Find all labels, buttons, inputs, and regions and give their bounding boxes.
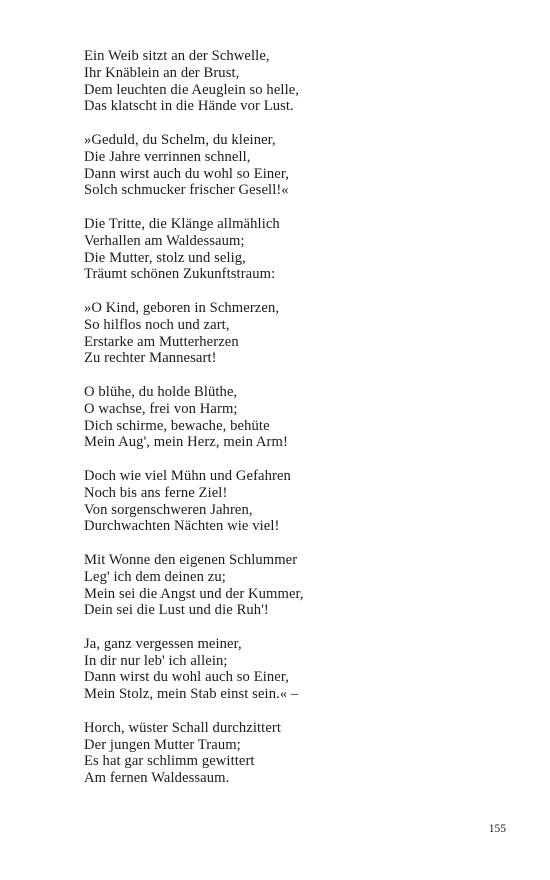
poem-line: Dein sei die Lust und die Ruh'! <box>84 602 269 619</box>
poem-line: Dich schirme, bewache, behüte <box>84 417 270 434</box>
poem-line: Ein Weib sitzt an der Schwelle, <box>84 48 270 64</box>
poem-line: O blühe, du holde Blüthe, <box>84 383 238 400</box>
poem-line: »Geduld, du Schelm, du kleiner, <box>84 131 276 148</box>
poem-line: Leg' ich dem deinen zu; <box>84 568 226 585</box>
poem-line: Mit Wonne den eigenen Schlummer <box>84 551 298 568</box>
poem-line: Es hat gar schlimm gewittert <box>84 753 255 770</box>
poem-line: Die Mutter, stolz und selig, <box>84 249 246 266</box>
stanza-4 <box>84 300 504 367</box>
stanza-1 <box>84 48 504 115</box>
stanza-5 <box>84 384 504 451</box>
poem-line: In dir nur leb' ich allein; <box>84 652 228 669</box>
poem-line: Horch, wüster Schall durchzittert <box>84 719 282 736</box>
poem-line: Ja, ganz vergessen meiner, <box>84 635 242 652</box>
stanza-3 <box>84 216 504 283</box>
poem-line: Dann wirst du wohl auch so Einer, <box>84 669 289 686</box>
poem-line: Die Jahre verrinnen schnell, <box>84 148 251 165</box>
poem-line: Durchwachten Nächten wie viel! <box>84 518 280 535</box>
poem-line: Am fernen Waldessaum. <box>84 770 230 787</box>
page-number: 155 <box>488 823 506 835</box>
poem-line: Dem leuchten die Aeuglein so helle, <box>84 81 300 98</box>
poem-line: Mein Stolz, mein Stab einst sein.« – <box>84 686 299 703</box>
poem-line: Der jungen Mutter Traum; <box>84 736 241 753</box>
stanza-9 <box>84 720 504 787</box>
poem-line: Dann wirst auch du wohl so Einer, <box>84 165 289 182</box>
poem-line: Zu rechter Mannesart! <box>84 350 217 367</box>
poem-line: Ihr Knäblein an der Brust, <box>84 64 240 81</box>
poem-line: Noch bis ans ferne Ziel! <box>84 484 228 501</box>
stanza-6 <box>84 468 504 535</box>
poem-line: Solch schmucker frischer Gesell!« <box>84 182 289 199</box>
poem-line: O wachse, frei von Harm; <box>84 400 238 417</box>
poem-line: Erstarke am Mutterherzen <box>84 333 239 350</box>
poem-line: Das klatscht in die Hände vor Lust. <box>84 98 294 115</box>
poem-line: Mein sei die Angst und der Kummer, <box>84 585 304 602</box>
poem-line: »O Kind, geboren in Schmerzen, <box>84 299 280 316</box>
poem-line: Träumt schönen Zukunftstraum: <box>84 266 276 283</box>
stanza-7 <box>84 552 504 619</box>
poem-line: Doch wie viel Mühn und Gefahren <box>84 467 291 484</box>
stanza-2 <box>84 132 504 199</box>
poem-line: Von sorgenschweren Jahren, <box>84 501 253 518</box>
poem-line: Die Tritte, die Klänge allmählich <box>84 215 280 232</box>
poem-line: Verhallen am Waldessaum; <box>84 232 245 249</box>
poem-line: Mein Aug', mein Herz, mein Arm! <box>84 434 288 451</box>
poem <box>84 48 504 804</box>
stanza-8 <box>84 636 504 703</box>
poem-line: So hilflos noch und zart, <box>84 316 230 333</box>
